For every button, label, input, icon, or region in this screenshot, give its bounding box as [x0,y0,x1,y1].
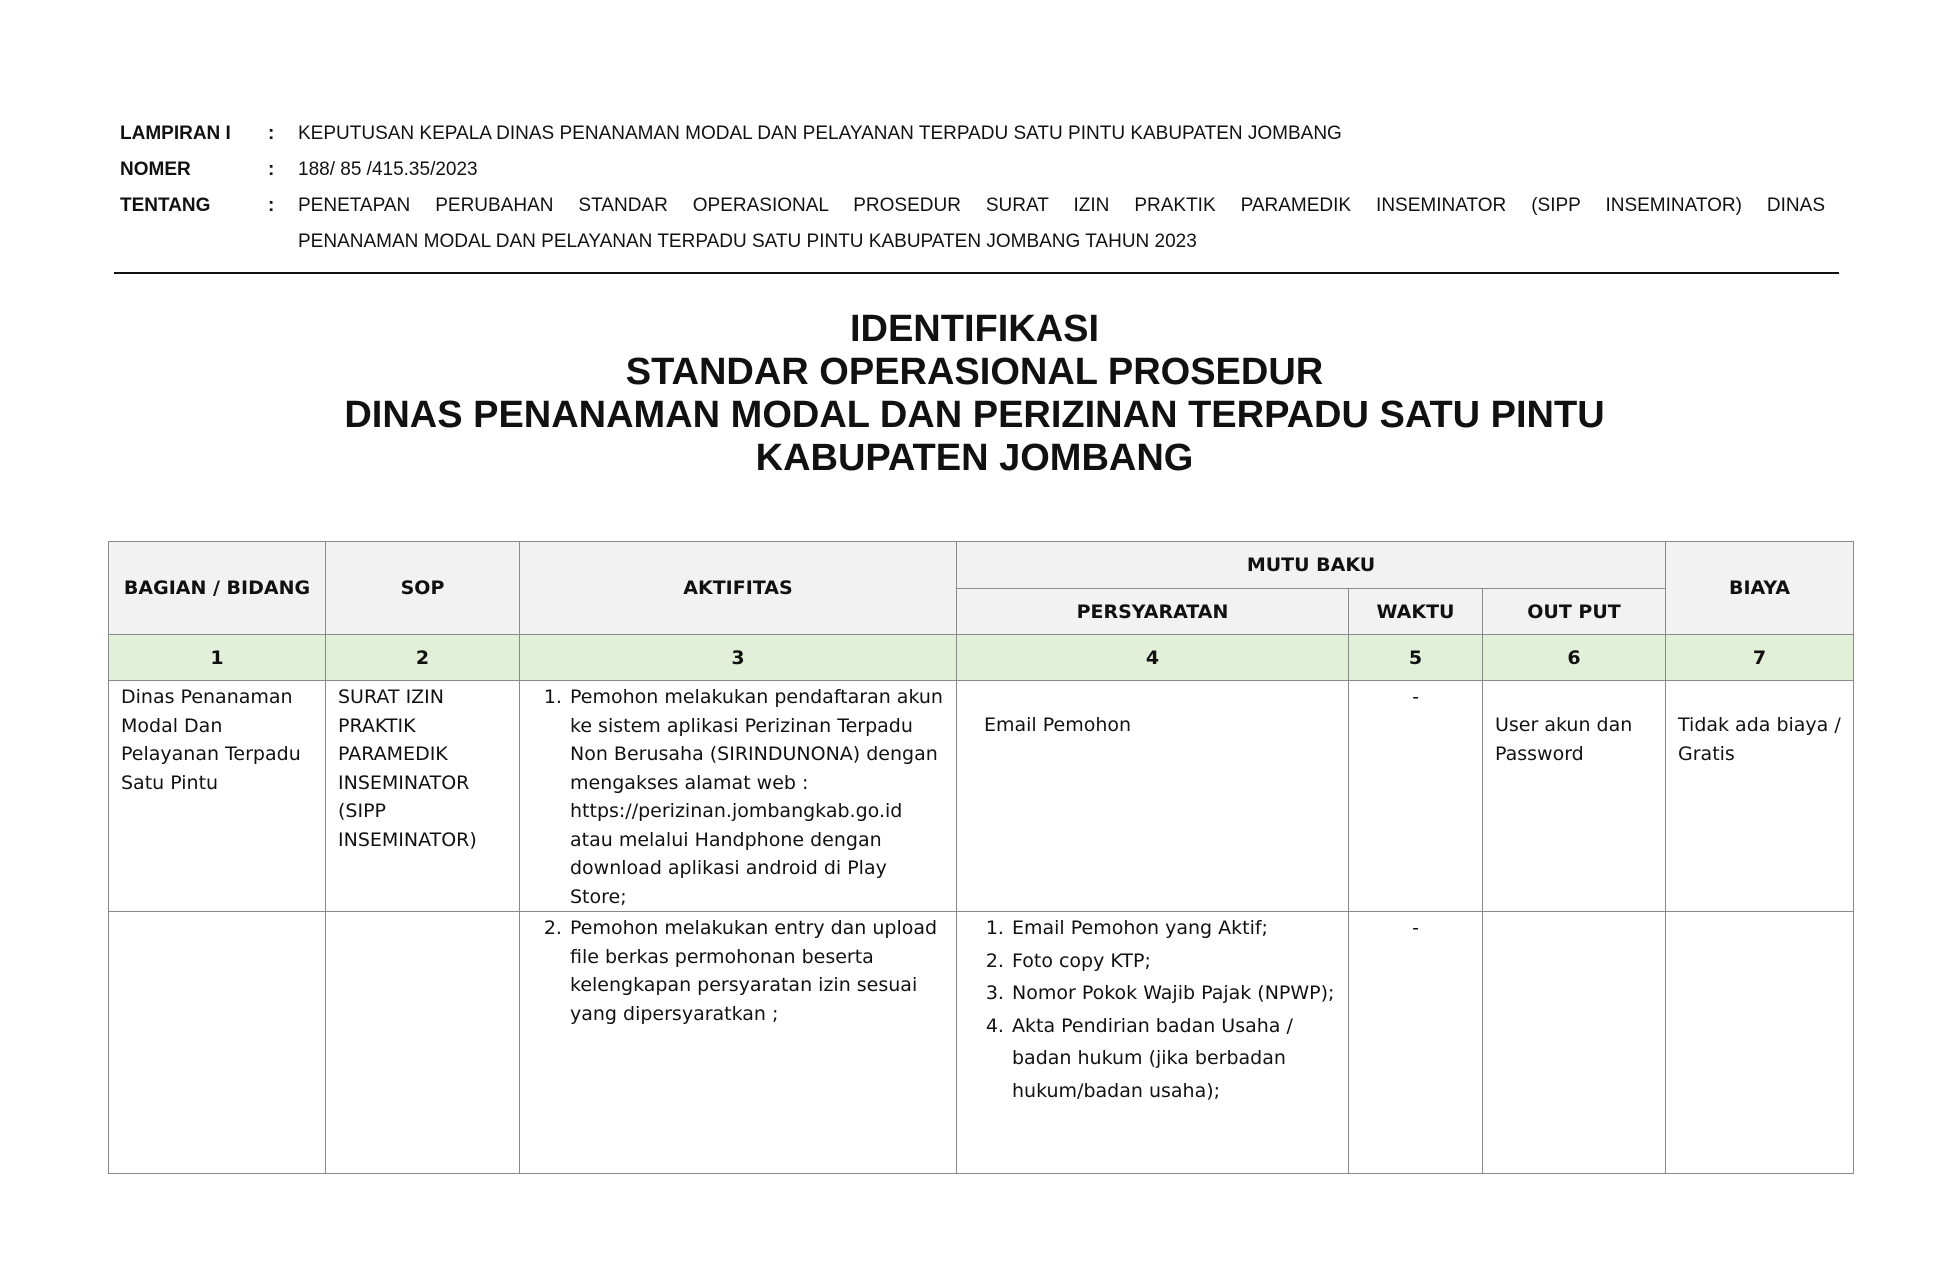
header-output: OUT PUT [1483,589,1666,635]
title-line-2: STANDAR OPERASIONAL PROSEDUR [625,351,1324,393]
column-number: 3 [520,635,957,681]
bagian-text: Dinas Penanaman Modal Dan Pelayanan Terpadu Satu Pintu [121,686,301,794]
tentang-value-line1: PENETAPAN PERUBAHAN STANDAR OPERASIONAL PROSEDUR SURAT IZIN PRAKTIK PARAMEDIK INSEMINATOR (SIPP INSEMINATOR) DINAS [298,195,1825,216]
header-row-nomer [120,152,1825,188]
cell-persyaratan [957,912,1349,1174]
column-number: 7 [1666,635,1854,681]
cell-output [1483,681,1666,912]
cell-sop [326,681,520,912]
biaya-text: Tidak ada biaya / Gratis [1678,714,1841,765]
colon: : [268,123,275,144]
cell-aktifitas [520,681,957,912]
header-mutu-baku: MUTU BAKU [957,542,1666,589]
title-line-1: IDENTIFIKASI [849,308,1100,350]
cell-waktu [1349,681,1483,912]
persyaratan-list [957,912,1348,1107]
aktifitas-item: 2. Pemohon melakukan entry dan upload file berkas permohonan beserta kelengkapan persyaratan izin sesuai yang dipersyaratkan ; [568,914,944,1028]
column-number-row [109,635,1854,681]
cell-biaya [1666,681,1854,912]
column-number: 1 [109,635,326,681]
table-row [109,681,1854,912]
persyaratan-text: Email Pemohon [984,714,1132,736]
cell-sop [326,912,520,1174]
title-line-3: DINAS PENANAMAN MODAL DAN PERIZINAN TERPADU SATU PINTU [344,394,1605,436]
header-aktifitas: AKTIFITAS [520,542,957,635]
aktifitas-item: 1. Pemohon melakukan pendaftaran akun ke sistem aplikasi Perizinan Terpadu Non Berusaha (SIRINDUNONA) dengan mengakses alamat web : https://perizinan.jombangkab.go.id atau melalui Handphone dengan download aplikasi android di Play Store; [568,683,944,911]
header-row-1 [109,542,1854,589]
persyaratan-item: 4. Akta Pendirian badan Usaha / badan hukum (jika berbadan hukum/badan usaha); [1010,1010,1336,1108]
nomer-value: 188/ 85 /415.35/2023 [298,159,478,180]
header-waktu: WAKTU [1349,589,1483,635]
nomer-label: NOMER [120,159,191,180]
lampiran-value: KEPUTUSAN KEPALA DINAS PENANAMAN MODAL DAN PELAYANAN TERPADU SATU PINTU KABUPATEN JOMBANG [298,123,1342,144]
aktifitas-list [520,681,956,911]
header-row-tentang [120,188,1825,260]
waktu-text: - [1412,917,1419,939]
column-number: 4 [957,635,1349,681]
table-row [109,912,1854,1174]
sop-table [108,541,1854,1174]
tentang-value-line2: PENANAMAN MODAL DAN PELAYANAN TERPADU SATU PINTU KABUPATEN JOMBANG TAHUN 2023 [298,231,1197,252]
header-biaya: BIAYA [1666,542,1854,635]
colon: : [268,195,275,216]
cell-aktifitas [520,912,957,1174]
sop-text: SURAT IZIN PRAKTIK PARAMEDIK INSEMINATOR (SIPP INSEMINATOR) [338,686,477,851]
cell-persyaratan [957,681,1349,912]
column-number: 2 [326,635,520,681]
persyaratan-item: 1. Email Pemohon yang Aktif; [1010,912,1336,945]
tentang-label: TENTANG [120,195,211,216]
document-header [120,116,1825,260]
cell-biaya [1666,912,1854,1174]
header-divider [114,272,1839,274]
tentang-value [298,188,1825,260]
cell-output [1483,912,1666,1174]
cell-waktu [1349,912,1483,1174]
title-line-4: KABUPATEN JOMBANG [755,437,1194,479]
column-number: 6 [1483,635,1666,681]
persyaratan-item: 3. Nomor Pokok Wajib Pajak (NPWP); [1010,977,1336,1010]
header-bagian: BAGIAN / BIDANG [109,542,326,635]
header-sop: SOP [326,542,520,635]
lampiran-label: LAMPIRAN I [120,123,231,144]
document-title [0,308,1949,480]
header-row-lampiran [120,116,1825,152]
cell-bagian [109,912,326,1174]
persyaratan-item: 2. Foto copy KTP; [1010,945,1336,978]
cell-bagian [109,681,326,912]
colon: : [268,159,275,180]
header-persyaratan: PERSYARATAN [957,589,1349,635]
waktu-text: - [1412,686,1419,708]
aktifitas-list [520,912,956,1028]
output-text: User akun dan Password [1495,714,1633,765]
column-number: 5 [1349,635,1483,681]
